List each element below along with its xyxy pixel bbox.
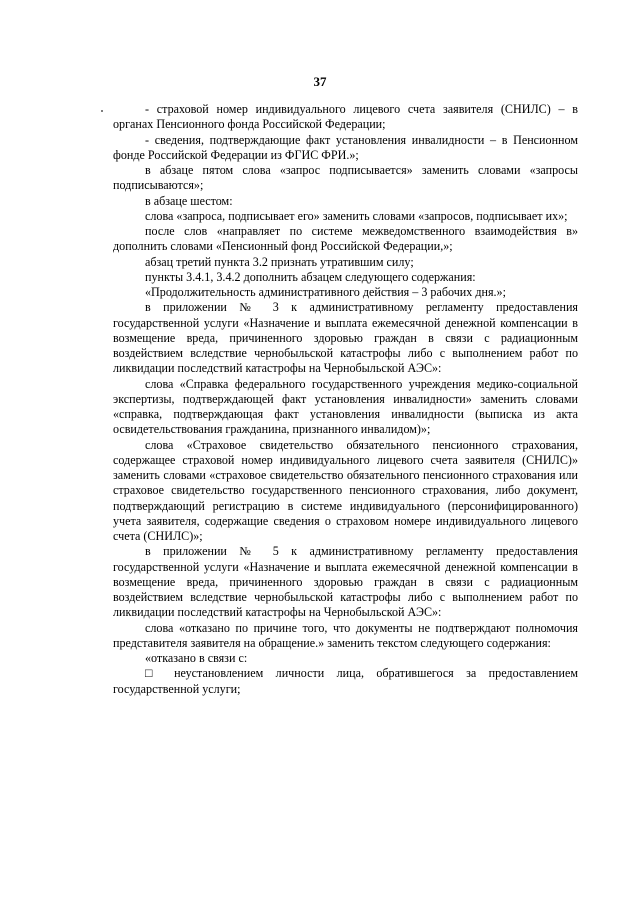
paragraph-refused-due: «отказано в связи с: <box>145 651 248 665</box>
paragraph-refusal-words: слова «отказано по причине того, что документы не подтверждают полномочия представителя заявителя на обращение.» заменить текстом следующего содержания: <box>113 620 578 650</box>
paragraph-points-3-4: пункты 3.4.1, 3.4.2 дополнить абзацем следующего содержания: <box>145 269 476 284</box>
paragraph-insurance-certificate: слова «Страховое свидетельство обязательного пенсионного страхования, содержащее страховой номер индивидуального лицевого счета заявителя (СНИЛС)» заменить словами «страховое свидетельство обязательного пенсионного страхования или страховое свидетельство государственного пенсионного страхования, либо документ, подтверждающий регистрацию в системе индивидуального (персонифицированного) учета заявителя, содержащие сведения о страховом номере индивидуального лицевого счета (СНИЛС)»; <box>113 437 578 543</box>
paragraph-after-words: после слов «направляет по системе межведомственного взаимодействия в» дополнить словами «Пенсионный фонд Российской Федерации,»; <box>113 224 578 254</box>
paragraph-fifth-abzac: в абзаце пятом слова «запрос подписывается» заменить словами «запросы подписываются»; <box>113 163 578 193</box>
paragraph-point-3-2: абзац третий пункта 3.2 признать утратившим силу; <box>145 254 414 269</box>
paragraph-identity-checkbox: □ неустановлением личности лица, обратившегося за предоставлением государственной услуги; <box>113 666 578 696</box>
paragraph-mse-certificate: слова «Справка федерального государственного учреждения медико-социальной экспертизы, подтверждающей факт установления инвалидности» заменить словами «справка, подтверждающая факт установления инвалидности (выписка из акта освидетельствования гражданина, признанного инвалидом)»; <box>113 376 578 437</box>
document-body <box>113 102 578 697</box>
paragraph-words-request: слова «запроса, подписывает его» заменить словами «запросов, подписывает их»; <box>145 208 568 223</box>
page-number: 37 <box>313 74 327 89</box>
paragraph-snils-item: - страховой номер индивидуального лицевого счета заявителя (СНИЛС) – в органах Пенсионного фонда Российской Федерации; <box>113 102 578 132</box>
paragraph-sixth-abzac-heading: в абзаце шестом: <box>145 193 233 208</box>
paragraph-appendix-3: в приложении № 3 к административному регламенту предоставления государственной услуги «Назначение и выплата ежемесячной денежной компенсации в возмещение вреда, причиненного здоровью граждан в связи с радиационным воздействием вследствие чернобыльской катастрофы либо с выполнением работ по ликвидации последствий катастрофы на Чернобыльской АЭС»: <box>113 300 578 376</box>
scan-speck <box>101 110 103 112</box>
paragraph-appendix-5: в приложении № 5 к административному регламенту предоставления государственной услуги «Назначение и выплата ежемесячной денежной компенсации в возмещение вреда, причиненного здоровью граждан в связи с радиационным воздействием вследствие чернобыльской катастрофы либо с выполнением работ по ликвидации последствий катастрофы на Чернобыльской АЭС»: <box>113 544 578 620</box>
paragraph-disability-item: - сведения, подтверждающие факт установления инвалидности – в Пенсионном фонде Российской Федерации из ФГИС ФРИ.»; <box>113 132 578 162</box>
paragraph-duration: «Продолжительность административного действия – 3 рабочих дня.»; <box>145 285 506 299</box>
